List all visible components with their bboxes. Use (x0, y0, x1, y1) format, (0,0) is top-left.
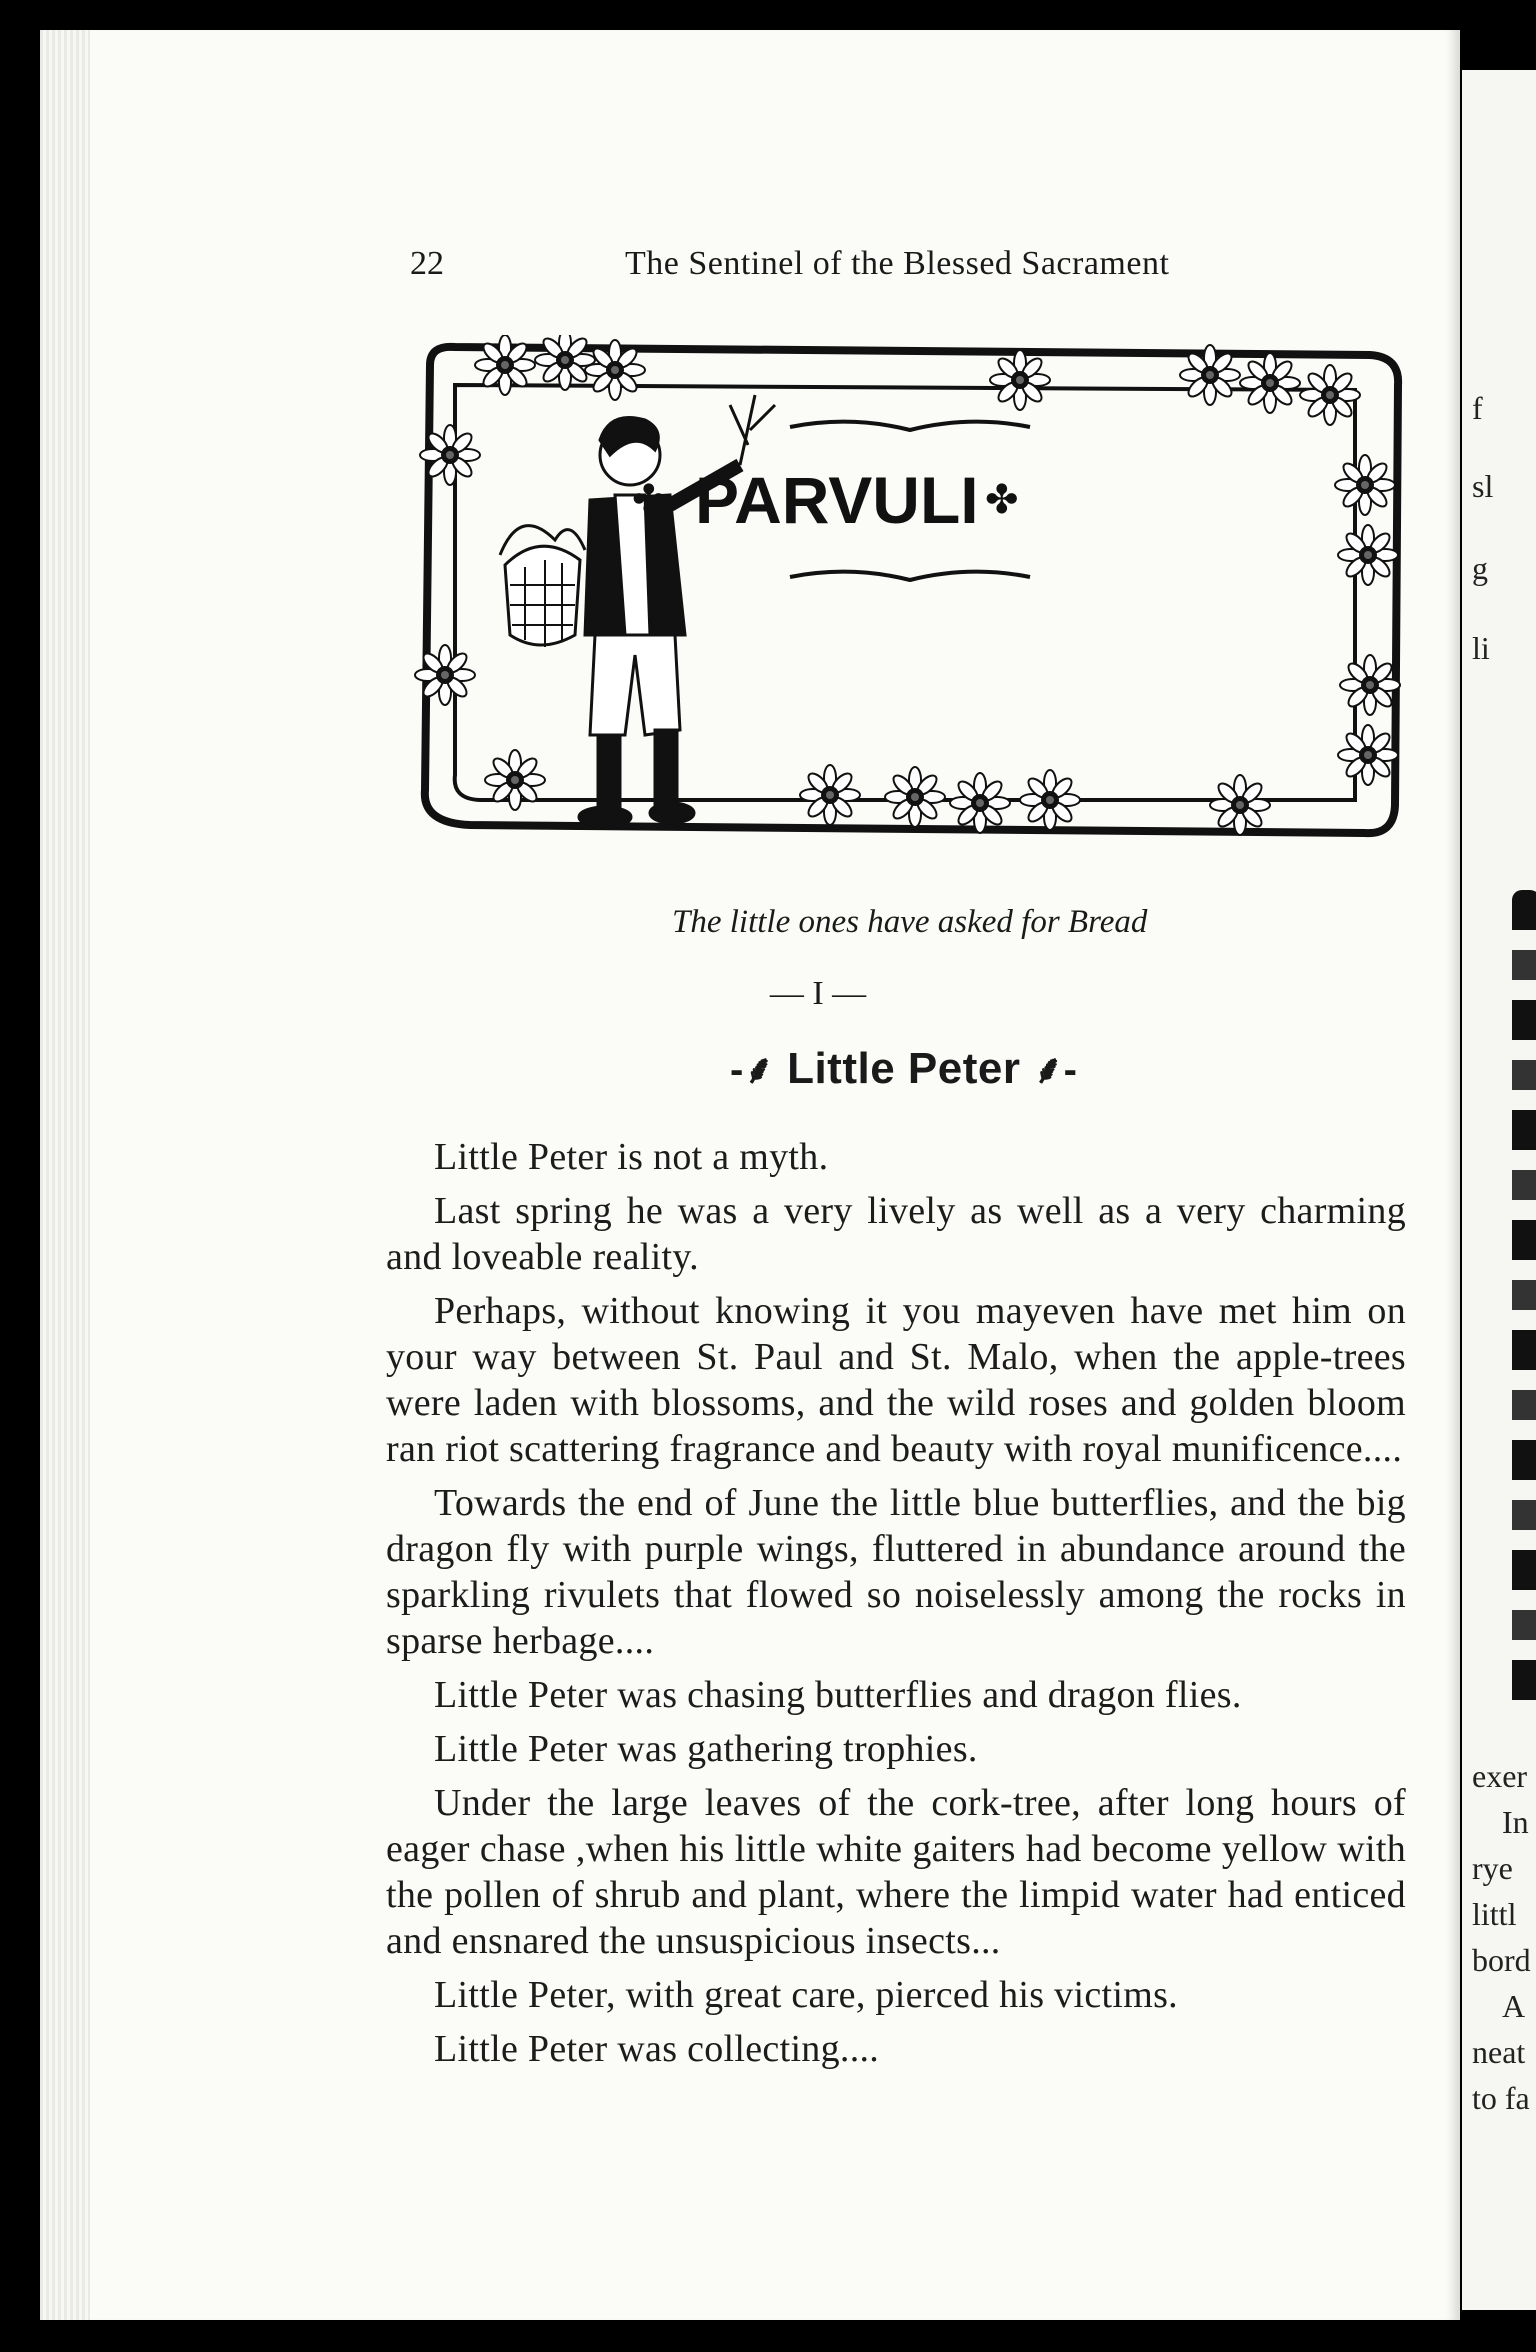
boy-figure (500, 395, 775, 827)
facing-fragment: sl (1472, 468, 1494, 504)
parvuli-illustration (410, 335, 1410, 885)
paragraph: Perhaps, without knowing it you mayeven have met him on your way between St. Paul and St. Malo, when the apple-trees were laden with blossoms, and the wild roses and golden bloom ran riot scattering fragrance and beauty with royal munificence.... (386, 1290, 1406, 1470)
section-number: — I — (769, 975, 867, 1012)
facing-fragment: littl (1472, 1896, 1517, 1932)
paragraph: Little Peter is not a myth. (434, 1136, 829, 1178)
page-gutter (40, 30, 90, 2320)
paragraph: Last spring he was a very lively as well as a very charming and loveable reality. (386, 1190, 1406, 1278)
page-number: 22 (410, 245, 444, 282)
title-flourish-bottom (790, 572, 1030, 580)
ornament-right-icon: ⸙- (1033, 1048, 1078, 1092)
chapter-title-text: Little Peter (787, 1044, 1021, 1093)
illustration-svg (410, 335, 1410, 885)
title-ornament-right: ✤ (985, 477, 1019, 522)
facing-fragment: f (1472, 390, 1483, 426)
facing-fragment: g (1472, 550, 1488, 586)
paragraph: Under the large leaves of the cork-tree, after long hours of eager chase ,when his little white gaiters had become yellow with the pollen of shrub and plant, where the limpid water had enticed and ensnared the unsuspicious insects... (386, 1782, 1406, 1962)
facing-fragment: li (1472, 630, 1490, 666)
running-title: The Sentinel of the Blessed Sacrament (625, 245, 1170, 282)
facing-ornament (1512, 890, 1536, 1710)
ornament-left-icon: -⸙ (730, 1048, 775, 1092)
illustration-caption: The little ones have asked for Bread (672, 904, 1148, 940)
illustration-title: PARVULI (695, 463, 979, 537)
facing-fragment: neat (1472, 2034, 1526, 2070)
facing-fragment: A (1502, 1988, 1526, 2024)
paragraph: Little Peter was collecting.... (434, 2028, 880, 2070)
facing-fragment: In (1502, 1804, 1529, 1840)
story-body (386, 1134, 1406, 2080)
paragraph: Towards the end of June the little blue butterflies, and the big dragon fly with purple wings, fluttered in abundance around the sparkling rivulets that flowed so noiselessly among the rocks in sparse herbage.... (386, 1482, 1406, 1662)
running-header (410, 245, 1240, 295)
title-ornament-left: ✤ (632, 477, 666, 522)
paragraph: Little Peter, with great care, pierced his victims. (434, 1974, 1178, 2016)
facing-fragment: exer (1472, 1758, 1528, 1794)
facing-page-edge (1462, 70, 1536, 2310)
facing-fragment: bord (1472, 1942, 1531, 1978)
paragraph: Little Peter was chasing butterflies and dragon flies. (434, 1674, 1242, 1716)
chapter-title (730, 1040, 1078, 1095)
facing-fragment: rye (1472, 1850, 1513, 1886)
paragraph: Little Peter was gathering trophies. (434, 1728, 978, 1770)
title-flourish-top (790, 422, 1030, 430)
facing-fragment: to fa (1472, 2080, 1530, 2116)
